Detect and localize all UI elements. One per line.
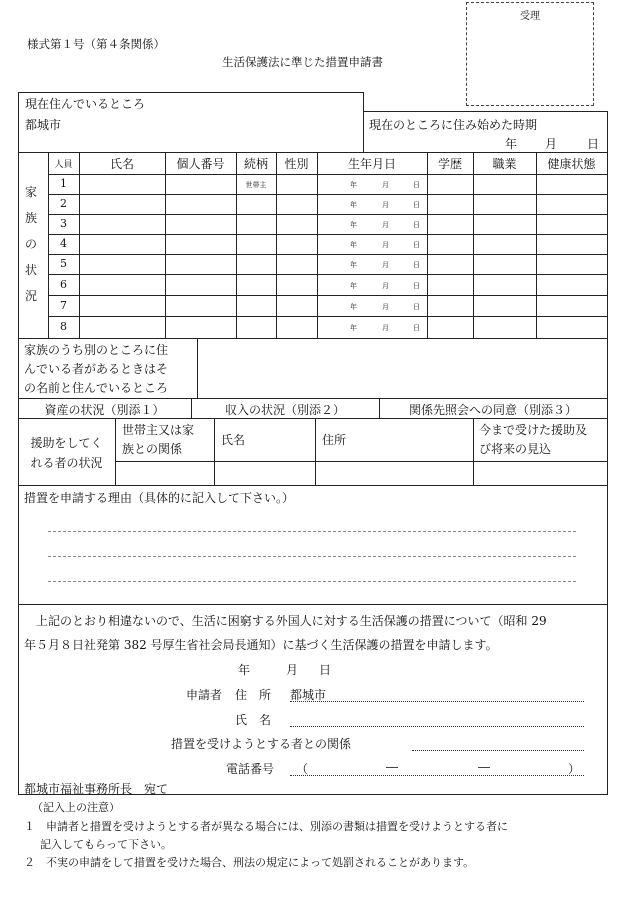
note-1-line2: 記入してもらって下さい。 — [40, 838, 172, 851]
move-in-month[interactable]: 月 — [545, 137, 558, 151]
note-1-line1: １ 申請者と措置を受けようとする者が異なる場合には、別添の書類は措置を受けようとする者に — [24, 820, 508, 833]
header-health: 健康状態 — [547, 157, 596, 171]
address-label: 現在住んでいるところ — [25, 97, 146, 111]
relation-to-recipient-label: 措置を受けようとする者との関係 — [171, 737, 352, 751]
move-in-day[interactable]: 日 — [587, 137, 600, 151]
phone-label: 電話番号 — [226, 762, 275, 776]
applicant-address-line[interactable] — [290, 701, 584, 702]
applicant-name-line[interactable] — [290, 726, 584, 727]
header-name: 氏名 — [109, 157, 134, 171]
document-title: 生活保護法に準じた措置申請書 — [222, 55, 383, 69]
header-person: 人員 — [54, 160, 73, 170]
declaration-day[interactable]: 日 — [319, 663, 332, 677]
applicant-address-label: 住 所 — [235, 688, 272, 702]
applicant-name-label: 氏 名 — [235, 713, 272, 727]
declaration-line2: 年５月８日社発第 382 号厚生省社会局長通知）に基づく生活保護の措置を申請します。 — [24, 638, 498, 652]
reason-line[interactable] — [48, 531, 576, 532]
declaration-month[interactable]: 月 — [286, 663, 299, 677]
header-occupation: 職業 — [492, 157, 517, 171]
move-in-year[interactable]: 年 — [505, 137, 518, 151]
attachment-income: 収入の状況（別添２） — [224, 403, 345, 417]
note-2: ２ 不実の申請をして措置を受けた場合、刑法の規定によって処罰されることがあります。 — [24, 856, 475, 869]
applicant-label: 申請者 — [186, 688, 223, 702]
addressee: 都城市福祉事務所長 宛て — [24, 782, 169, 796]
phone-dash-1: ― — [386, 760, 398, 774]
header-education: 学歴 — [437, 157, 462, 171]
header-id-number: 個人番号 — [176, 157, 225, 171]
declaration-year[interactable]: 年 — [238, 663, 251, 677]
header-relation: 続柄 — [243, 157, 268, 171]
supporter-name-header: 氏名 — [221, 433, 246, 447]
form-number: 様式第１号（第４条関係） — [27, 37, 165, 51]
reason-line[interactable] — [48, 556, 576, 557]
relation-to-recipient-line[interactable] — [412, 750, 584, 751]
address-value[interactable]: 都城市 — [25, 118, 62, 132]
header-birth: 生年月日 — [347, 157, 396, 171]
declaration-line1: 上記のとおり相違ないので、生活に困窮する外国人に対する生活保護の措置について（昭和 29 — [36, 614, 547, 628]
move-in-label: 現在のところに住み始めた時期 — [369, 118, 538, 132]
phone-line[interactable] — [290, 775, 584, 776]
attachment-assets: 資産の状況（別添１） — [44, 403, 165, 417]
applicant-address-value[interactable]: 都城市 — [290, 688, 327, 702]
attachment-consent: 関係先照会への同意（別添３） — [408, 403, 577, 417]
reception-stamp-label: 受理 — [520, 11, 540, 22]
reason-line[interactable] — [48, 581, 576, 582]
reason-label: 措置を申請する理由（具体的に記入して下さい。） — [24, 491, 295, 505]
notes-title: （記入上の注意） — [32, 801, 120, 814]
phone-dash-2: ― — [478, 760, 490, 774]
phone-open-paren: （ — [296, 762, 309, 776]
phone-close-paren: ） — [568, 762, 581, 776]
supporter-address-header: 住所 — [322, 433, 347, 447]
relation-value: 世帯主 — [245, 181, 267, 189]
header-sex: 性別 — [284, 157, 309, 171]
